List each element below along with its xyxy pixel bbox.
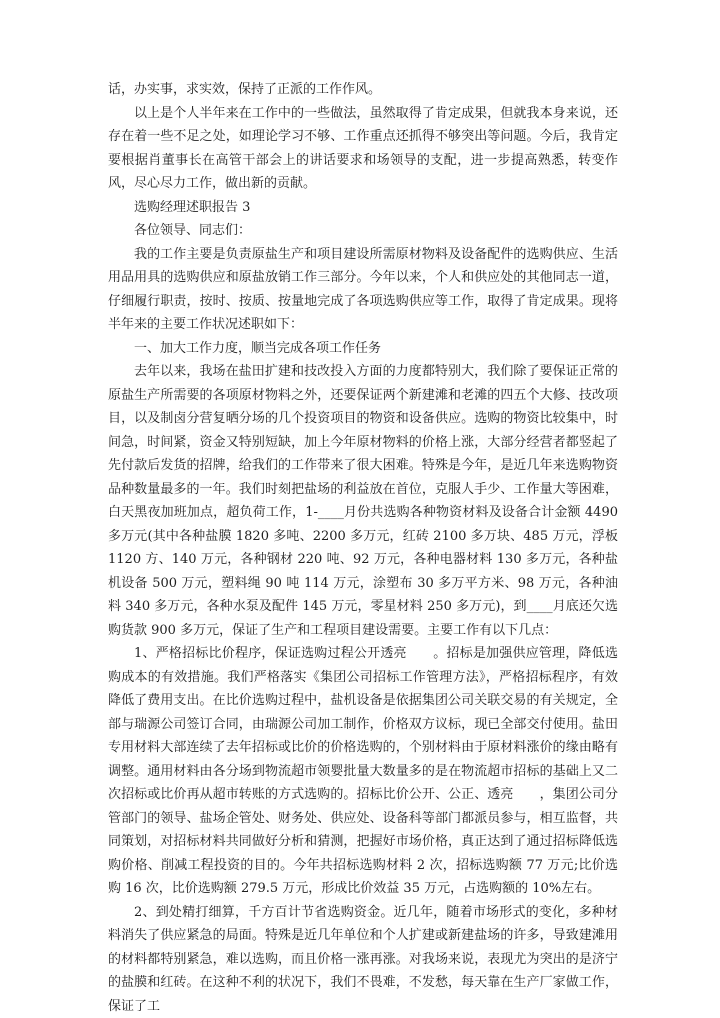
section-title: 选购经理述职报告 3 bbox=[134, 199, 251, 215]
paragraph: 以上是个人半年来在工作中的一些做法，虽然取得了肯定成果，但就我本身来说，还存在着一些不足之处，如理论学习不够、工作重点还抓得不够突出等问题。今后，我肯定要根据肖董事长在高管干部会上的讲话要求和场领导的支配，进一步提高熟悉，转变作风，尽心尽力工作，做出新的贡献。 bbox=[108, 105, 618, 191]
salutation: 各位领导、同志们： bbox=[134, 223, 252, 238]
paragraph: 我的工作主要是负责原盐生产和项目建设所需原材物料及设备配件的选购供应、生活用品用具的选购供应和原盐放销工作三部分。今年以来，个人和供应处的其他同志一道，仔细履行职责，按时、按质、按量地完成了各项选购供应等工作，取得了肯定成果。现将半年来的主要工作状况述职如下： bbox=[108, 246, 618, 332]
document-body bbox=[108, 78, 618, 1018]
paragraph: 1、严格招标比价程序，保证选购过程公开透亮 。招标是加强供应管理，降低选购成本的有效措施。我们严格落实《集团公司招标工作管理方法》，严格招标程序，有效降低了费用支出。在比价选购过程中，盐机设备是依据集团公司关联交易的有关规定，全部与瑞源公司签订合同，由瑞源公司加工制作，价格双方议标，现已全部交付使用。盐田专用材料大部连续了去年招标或比价的价格选购的，个别材料由于原材料涨价的缘由略有调整。通用材料由各分场到物流超市领婴批量大数量多的是在物流超市招标的基础上又二次招标或比价再从超市转账的方式选购的。招标比价公开、公正、透亮 ，集团公司分管部门的领导、盐场企管处、财务处、供应处、设备科等部门都派员参与，相互监督，共同策划，对招标材料共同做好分析和猜测，把握好市场价格，真正达到了通过招标降低选购价格、削减工程投资的目的。今年共招标选购材料 2 次，招标选购额 77 万元;比价选购 16 次，比价选购额 279.5 万元，形成比价效益 35 万元，占选购额的 10%左右。 bbox=[108, 646, 618, 896]
section-heading: 一、加大工作力度，顺当完成各项工作任务 bbox=[134, 340, 382, 356]
paragraph: 2、到处精打细算，千方百计节省选购资金。近几年，随着市场形式的变化，多种材料消失了供应紧急的局面。特殊是近几年单位和个人扩建或新建盐场的许多，导致建滩用的材料都特别紧急，难以选购，而且价格一涨再涨。对我场来说，表现尤为突出的是济宁的盐膜和红砖。在这种不利的状况下，我们不畏难，不发愁，每天靠在生产厂家做工作，保证了工 bbox=[108, 904, 618, 1014]
paragraph: 话，办实事，求实效，保持了正派的工作作风。 bbox=[108, 82, 382, 97]
paragraph: 去年以来，我场在盐田扩建和技改投入方面的力度都特别大，我们除了要保证正常的原盐生产所需要的各项原材物料之外，还要保证两个新建滩和老滩的四五个大修、技改项目，以及制卤分营复晒分场的几个投资项目的物资和设备供应。选购的物资比较集中，时间急，时间紧，资金又特别短缺，加上今年原材物料的价格上涨，大部分经营者都竖起了先付款后发货的招牌，给我们的工作带来了很大困难。特殊是今年，是近几年来选购物资品种数量最多的一年。我们时刻把盐场的利益放在首位，克服人手少、工作量大等困难，白天黑夜加班加点，超负荷工作，1-____月份共选购各种物资材料及设备合计金额 4490 多万元(其中各种盐膜 1820 多吨、2200 多万元，红砖 2100 多万块、485 万元，浮板 1120 方、140 万元，各种钢材 220 吨、92 万元，各种电器材料 130 多万元，各种盐机设备 500 万元，塑料绳 90 吨 114 万元，涂塑布 30 多万平方米、98 万元，各种油料 340 多万元，各种水泵及配件 145 万元，零星材料 250 多万元)，到____月底还欠选购货款 900 多万元，保证了生产和工程项目建设需要。主要工作有以下几点： bbox=[108, 364, 618, 638]
